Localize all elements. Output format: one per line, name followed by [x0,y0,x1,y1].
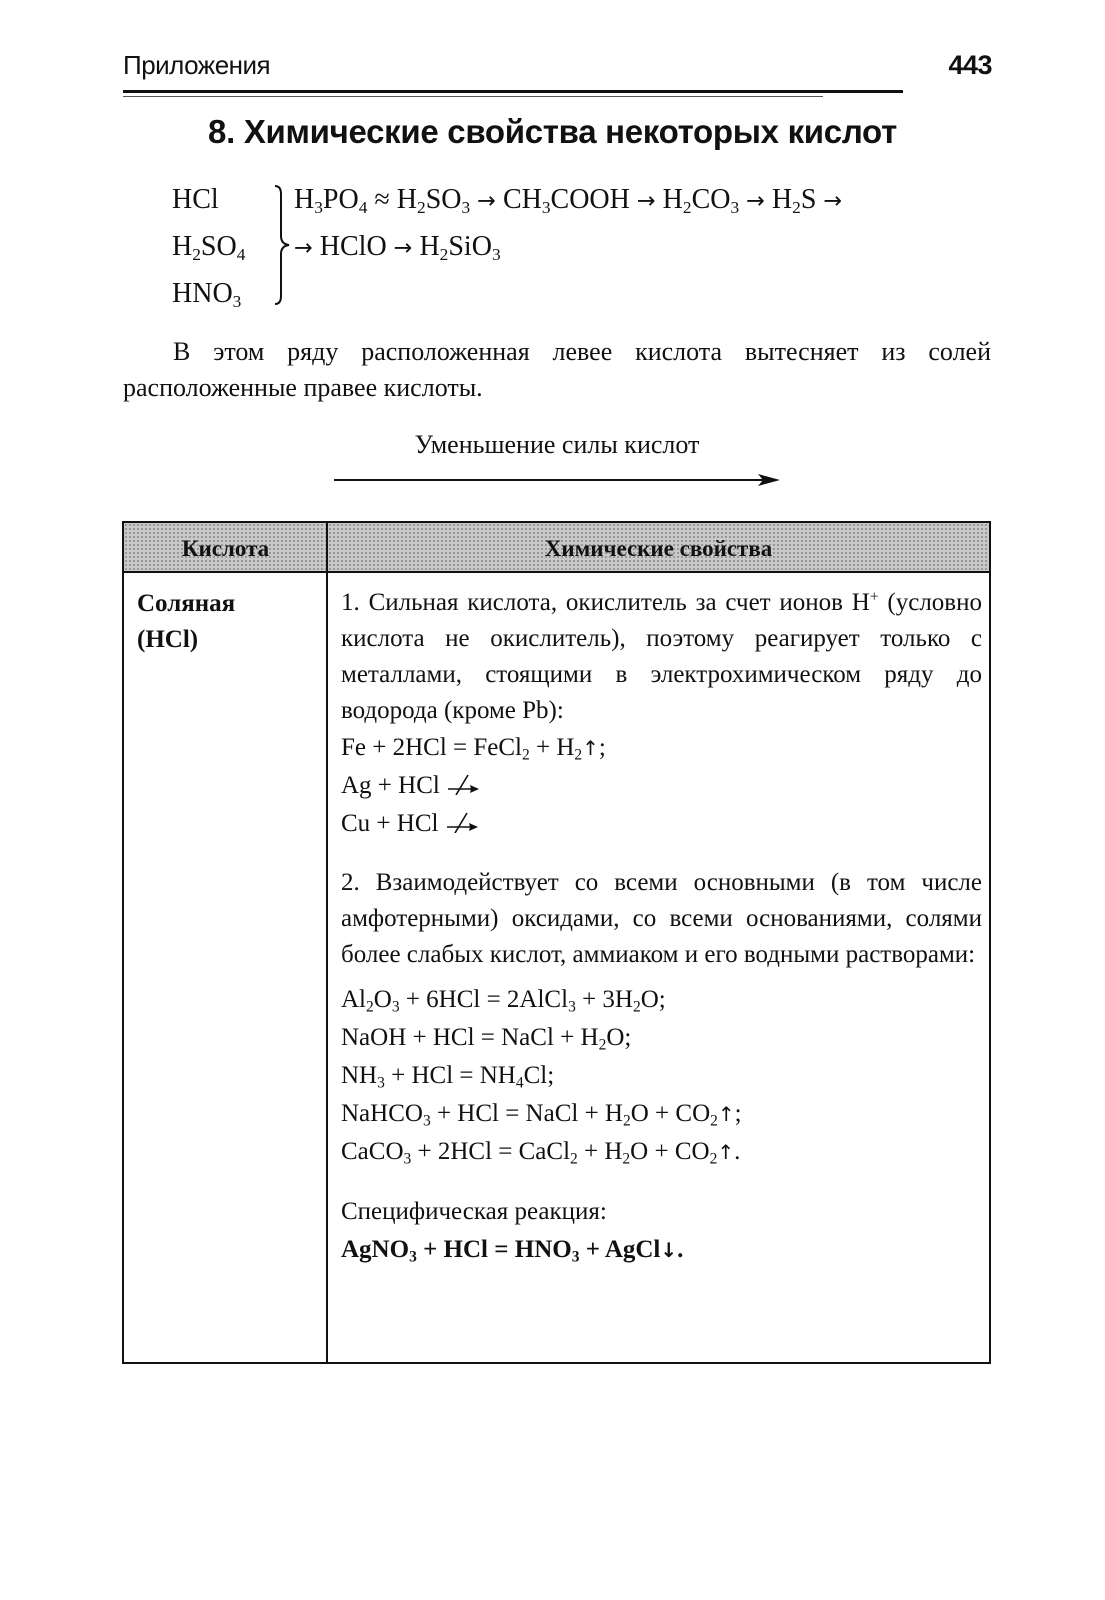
no-reaction-icon [446,771,480,795]
acid-name-cell [137,586,317,658]
column-header-acid: Кислота [181,536,270,561]
column-header-properties: Химические свойства [544,536,773,561]
series-explanation: В этом ряду расположенная левее кислота вытесняет из солей расположенные правее кислоты. [123,337,991,402]
property-2: 2. Взаимодействует со всеми основными (в том числе амфотерными) оксидами, со всеми основаниями, солями более слабых кислот, аммиаком и его водными растворами: [341,869,982,968]
acid-formula: (HCl) [137,626,199,653]
column-divider [326,523,328,1362]
equation-agno3: AgNO$_3$ + HCl = $HNO_3$ + AgCl↓. [341,1236,684,1266]
equation-ag: Ag + HCl [341,767,982,805]
acid-hcl: HCl [172,184,219,215]
no-reaction-icon [445,809,479,833]
page-number: 443 [948,50,992,80]
equation-fe: Fe + 2HCl = FeCl$_2$ + $H_2↑$; [341,734,606,764]
header-rule [123,90,903,93]
trend-arrow-icon [334,472,784,488]
equation-nahco3: NaHCO$_3$ + HCl = NaCl + $H_2O$ + $CO_2↑$; [341,1100,742,1130]
acid-series [172,182,972,312]
property-1-tail: (условно кислота не окислитель), поэтому реагирует только с металлами, стоящими в электрохимическом ряду до водорода (кроме Pb): [341,589,982,724]
equation-al2o3: $Al_2O_3 + 6HCl$ = 2AlCl$_3$ + $3H_2O$; [341,986,666,1016]
properties-cell [341,585,982,1269]
acid-hno3: $HNO_3$ [172,278,242,311]
table-header [124,523,989,573]
series-line-1: $H_3PO_4 \approx H_2SO_3$ → $CH_3COOH \to H_2CO_3 \to H_2S$ → [294,184,843,217]
acid-name: Соляная [137,590,236,617]
series-line-2: → HClO → $H_2SiO_3$ [294,231,501,264]
acid-properties-table [122,521,991,1364]
curly-brace-icon [272,184,294,306]
trend-label: Уменьшение силы кислот [414,430,700,459]
running-head [123,50,992,81]
acid-h2so4: $H_2SO_4$ [172,231,246,264]
header-rule-thin [123,96,823,97]
property-1 [341,585,982,729]
equation-nh3: $NH_3$ + HCl = $NH_4Cl$; [341,1062,555,1092]
equation-cu: Cu + HCl [341,805,982,843]
property-1-text: 1. Сильная кислота, окислитель за счет ионов H [341,589,870,616]
equation-naoh: NaOH + HCl = NaCl + $H_2O$; [341,1024,632,1054]
section-title: 8. Химические свойства некоторых кислот [208,113,897,150]
section-name: Приложения [123,50,271,80]
ion-charge: + [869,588,879,606]
specific-reaction-label: Специфическая реакция: [341,1198,607,1225]
equation-caco3: CaCO$_3$ + 2HCl = CaCl$_2$ + $H_2O$ + $CO_2↑$. [341,1138,741,1168]
